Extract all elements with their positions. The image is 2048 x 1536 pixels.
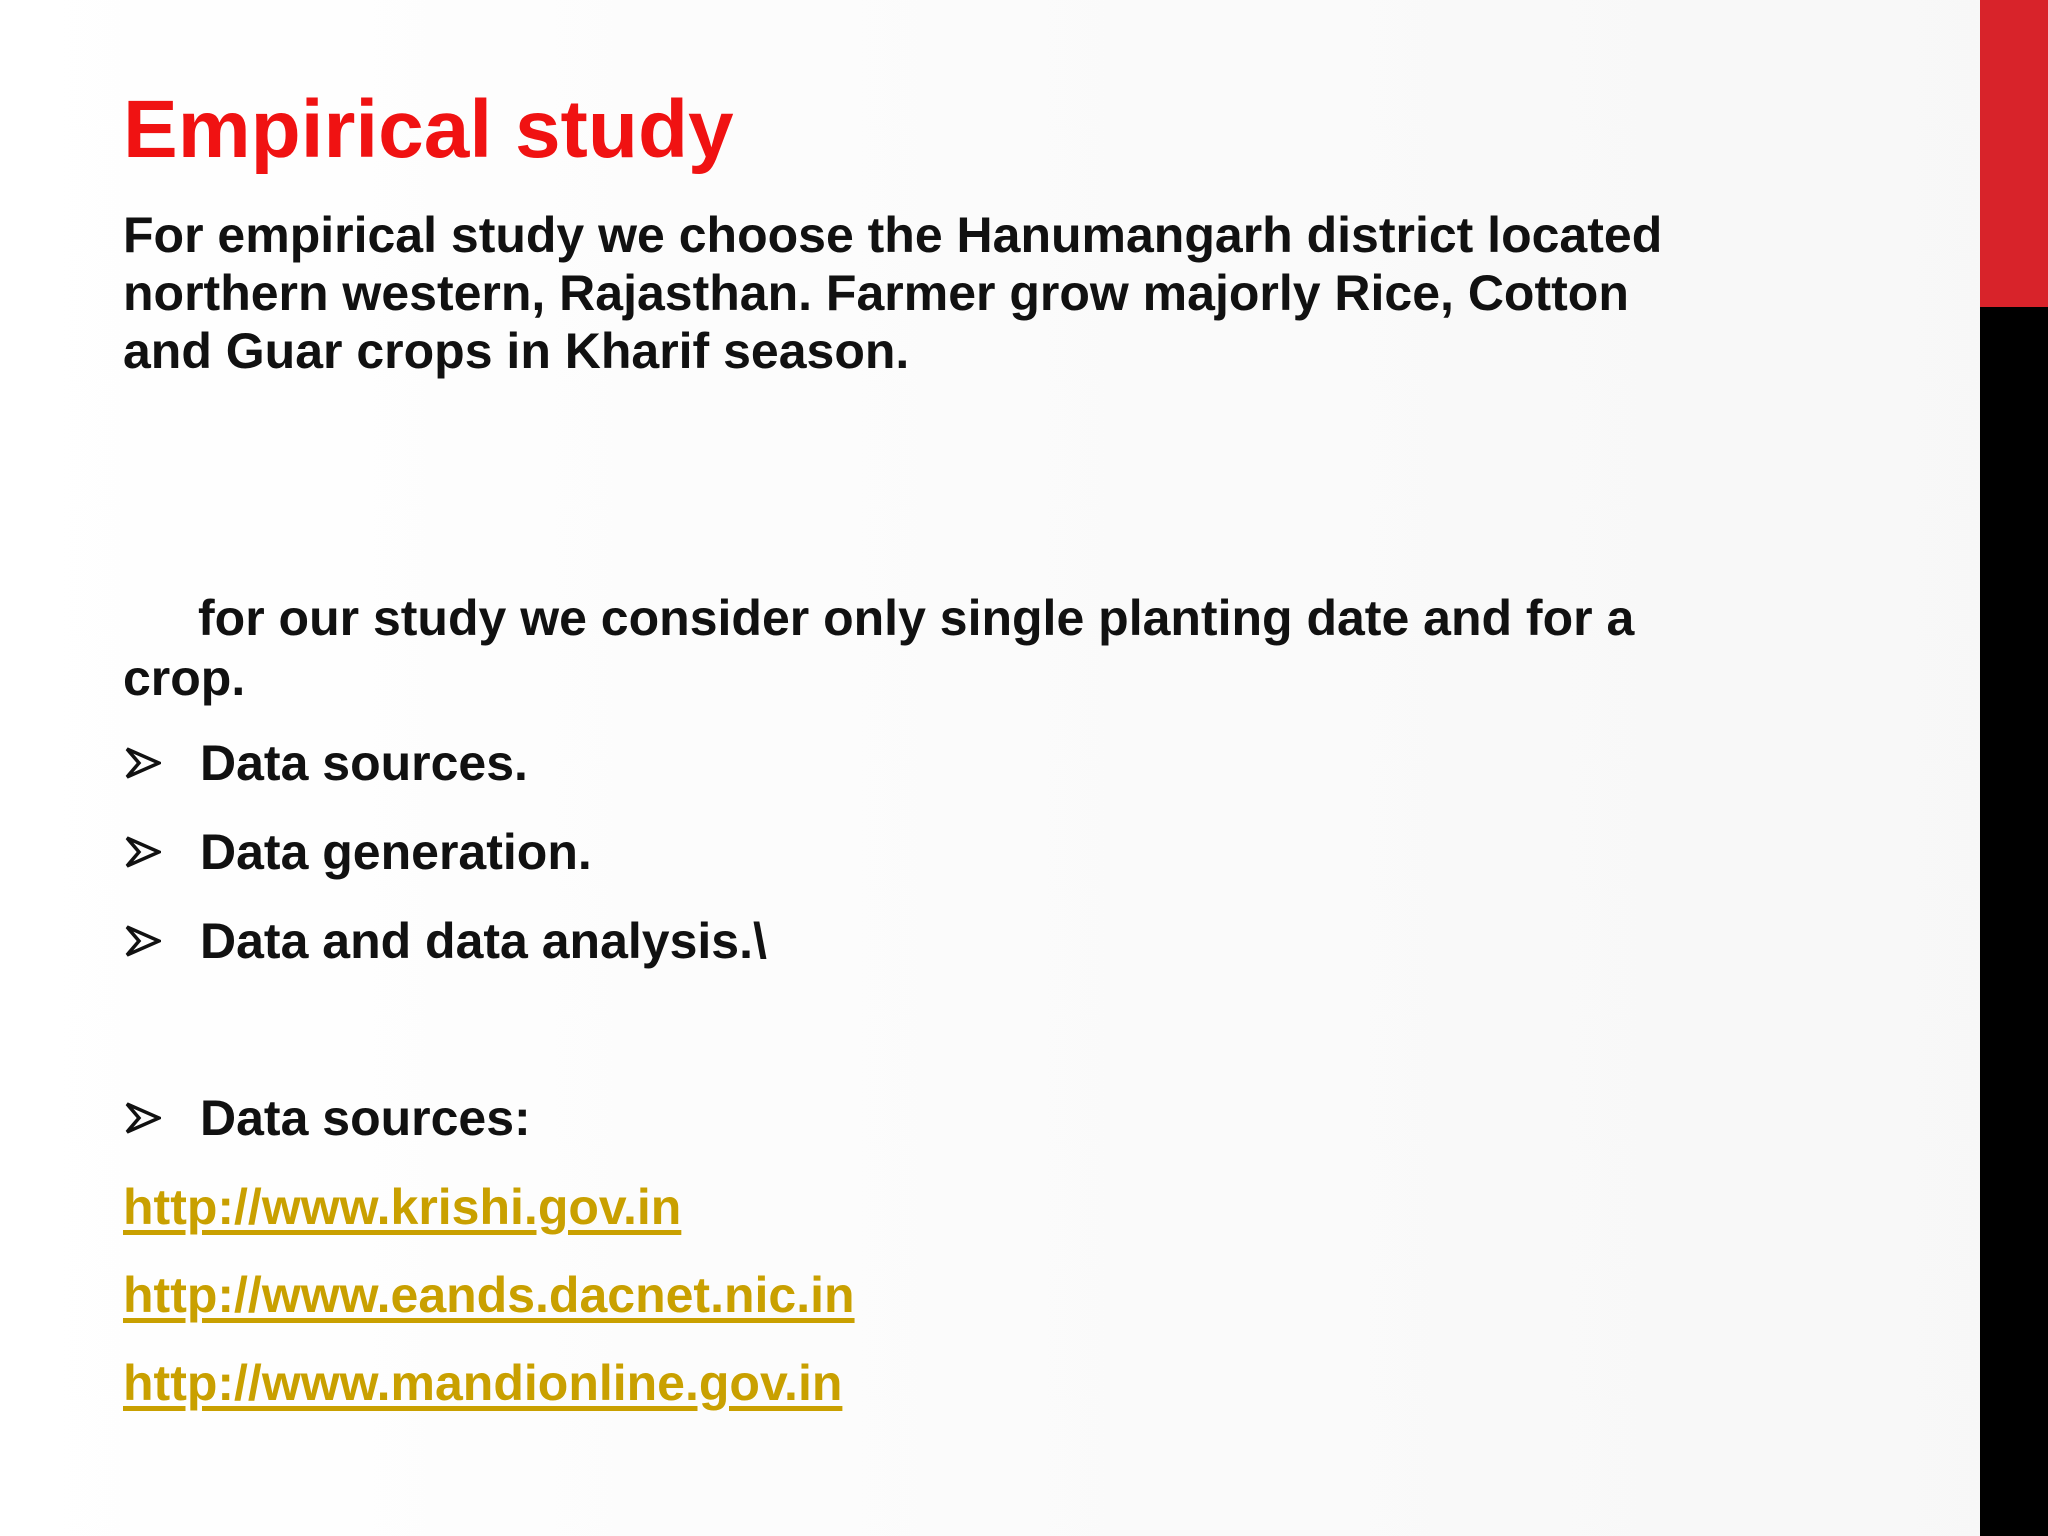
study-note-line: crop.	[123, 650, 246, 706]
bullet-label: Data generation.	[200, 824, 592, 880]
arrow-bullet-icon	[125, 836, 161, 868]
arrow-bullet-icon	[125, 925, 161, 957]
slide-title: Empirical study	[123, 84, 734, 175]
link-krishi[interactable]: http://www.krishi.gov.in	[123, 1179, 682, 1235]
bullet-label: Data sources.	[200, 735, 528, 791]
intro-paragraph	[123, 206, 1923, 380]
accent-bar-black	[1980, 307, 2048, 1536]
bullet-label: Data sources:	[200, 1090, 531, 1146]
bullet-label: Data and data analysis.\	[200, 913, 767, 969]
study-note-line: for our study we consider only single planting date and for a	[198, 590, 1635, 646]
accent-bar-red	[1980, 0, 2048, 307]
intro-line: For empirical study we choose the Hanumangarh district located	[123, 207, 1663, 263]
arrow-bullet-icon	[125, 747, 161, 779]
link-eands-dacnet[interactable]: http://www.eands.dacnet.nic.in	[123, 1267, 855, 1323]
accent-bar	[1980, 0, 2048, 1536]
intro-line: and Guar crops in Kharif season.	[123, 323, 910, 379]
arrow-bullet-icon	[125, 1102, 161, 1134]
link-mandionline[interactable]: http://www.mandionline.gov.in	[123, 1355, 843, 1411]
intro-line: northern western, Rajasthan. Farmer grow majorly Rice, Cotton	[123, 265, 1629, 321]
study-note-paragraph	[123, 588, 1923, 708]
